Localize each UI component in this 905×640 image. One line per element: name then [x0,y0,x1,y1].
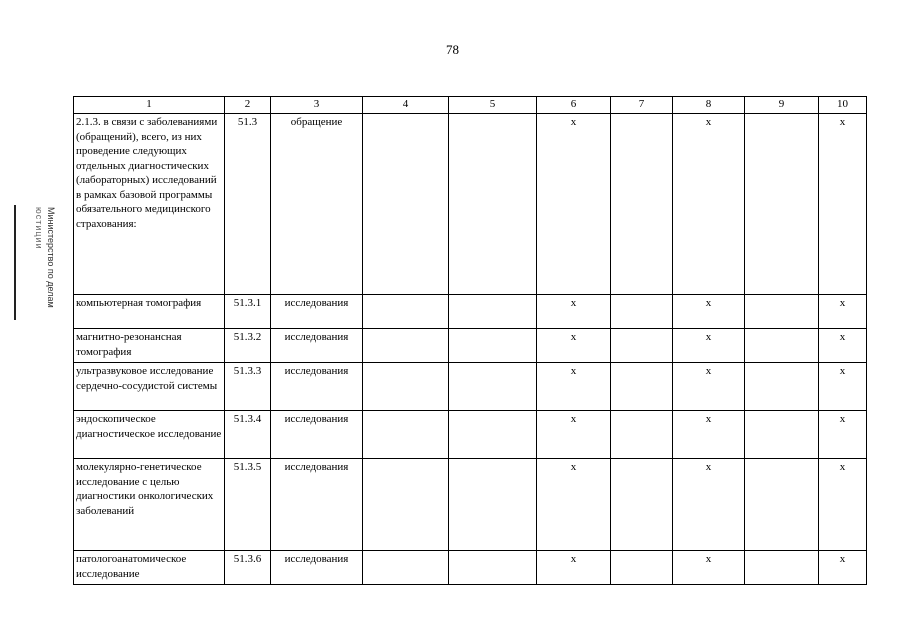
cell-col6: х [537,459,611,551]
row-unit: исследования [271,329,363,363]
row-unit: обращение [271,114,363,295]
cell-col8: х [673,329,745,363]
table-row [74,363,867,411]
data-table [73,96,867,585]
cell-col6: х [537,411,611,459]
cell-col7 [611,459,673,551]
row-code: 51.3.3 [225,363,271,411]
cell-col10: х [819,551,867,585]
cell-col9 [745,411,819,459]
column-header: 4 [363,97,449,114]
cell-col9 [745,551,819,585]
registration-stamp [14,205,60,320]
cell-col8: х [673,114,745,295]
cell-col8: х [673,363,745,411]
row-unit: исследования [271,411,363,459]
column-header: 6 [537,97,611,114]
cell-col5 [449,459,537,551]
row-code: 51.3.1 [225,295,271,329]
cell-col4 [363,411,449,459]
cell-col7 [611,551,673,585]
cell-col5 [449,411,537,459]
table-row [74,295,867,329]
row-code: 51.3.5 [225,459,271,551]
cell-col7 [611,411,673,459]
cell-col6: х [537,363,611,411]
row-unit: исследования [271,551,363,585]
column-header: 7 [611,97,673,114]
cell-col5 [449,551,537,585]
cell-col7 [611,329,673,363]
cell-col10: х [819,295,867,329]
column-header: 1 [74,97,225,114]
stamp-line-2: юстиции [34,207,44,250]
row-code: 51.3.6 [225,551,271,585]
table-row [74,411,867,459]
cell-col9 [745,363,819,411]
cell-col6: х [537,114,611,295]
column-header: 10 [819,97,867,114]
row-name: магнитно-резонансная томография [74,329,225,363]
row-unit: исследования [271,295,363,329]
table-row [74,551,867,585]
cell-col5 [449,363,537,411]
column-header: 9 [745,97,819,114]
cell-col7 [611,295,673,329]
cell-col6: х [537,329,611,363]
stamp-line-1: Министерство по делам [46,207,56,308]
row-name: патологоанатомическое исследование [74,551,225,585]
row-code: 51.3.4 [225,411,271,459]
row-name: эндоскопическое диагностическое исследование [74,411,225,459]
cell-col9 [745,114,819,295]
cell-col5 [449,329,537,363]
cell-col4 [363,459,449,551]
table-row [74,459,867,551]
cell-col7 [611,114,673,295]
cell-col5 [449,295,537,329]
row-unit: исследования [271,363,363,411]
row-code: 51.3 [225,114,271,295]
cell-col4 [363,329,449,363]
cell-col5 [449,114,537,295]
column-header: 2 [225,97,271,114]
column-header: 5 [449,97,537,114]
table-row [74,329,867,363]
column-header: 3 [271,97,363,114]
page-number: 78 [446,42,459,57]
row-unit: исследования [271,459,363,551]
cell-col4 [363,295,449,329]
column-header: 8 [673,97,745,114]
cell-col10: х [819,114,867,295]
cell-col6: х [537,551,611,585]
cell-col9 [745,329,819,363]
cell-col8: х [673,295,745,329]
cell-col8: х [673,551,745,585]
cell-col10: х [819,459,867,551]
cell-col4 [363,363,449,411]
cell-col8: х [673,459,745,551]
row-name: молекулярно-генетическое исследование с целью диагностики онкологических заболеваний [74,459,225,551]
row-code: 51.3.2 [225,329,271,363]
cell-col9 [745,459,819,551]
row-name: ультразвуковое исследование сердечно-сосудистой системы [74,363,225,411]
cell-col7 [611,363,673,411]
cell-col8: х [673,411,745,459]
cell-col10: х [819,363,867,411]
row-name: 2.1.3. в связи с заболеваниями (обращений), всего, из них проведение следующих отдельных диагностических (лабораторных) исследований в рамках базовой программы обязательного медицинского страхования: [74,114,225,295]
table-header-row [74,97,867,114]
cell-col4 [363,114,449,295]
cell-col10: х [819,329,867,363]
cell-col6: х [537,295,611,329]
cell-col4 [363,551,449,585]
cell-col10: х [819,411,867,459]
row-name: компьютерная томография [74,295,225,329]
table-row [74,114,867,295]
cell-col9 [745,295,819,329]
